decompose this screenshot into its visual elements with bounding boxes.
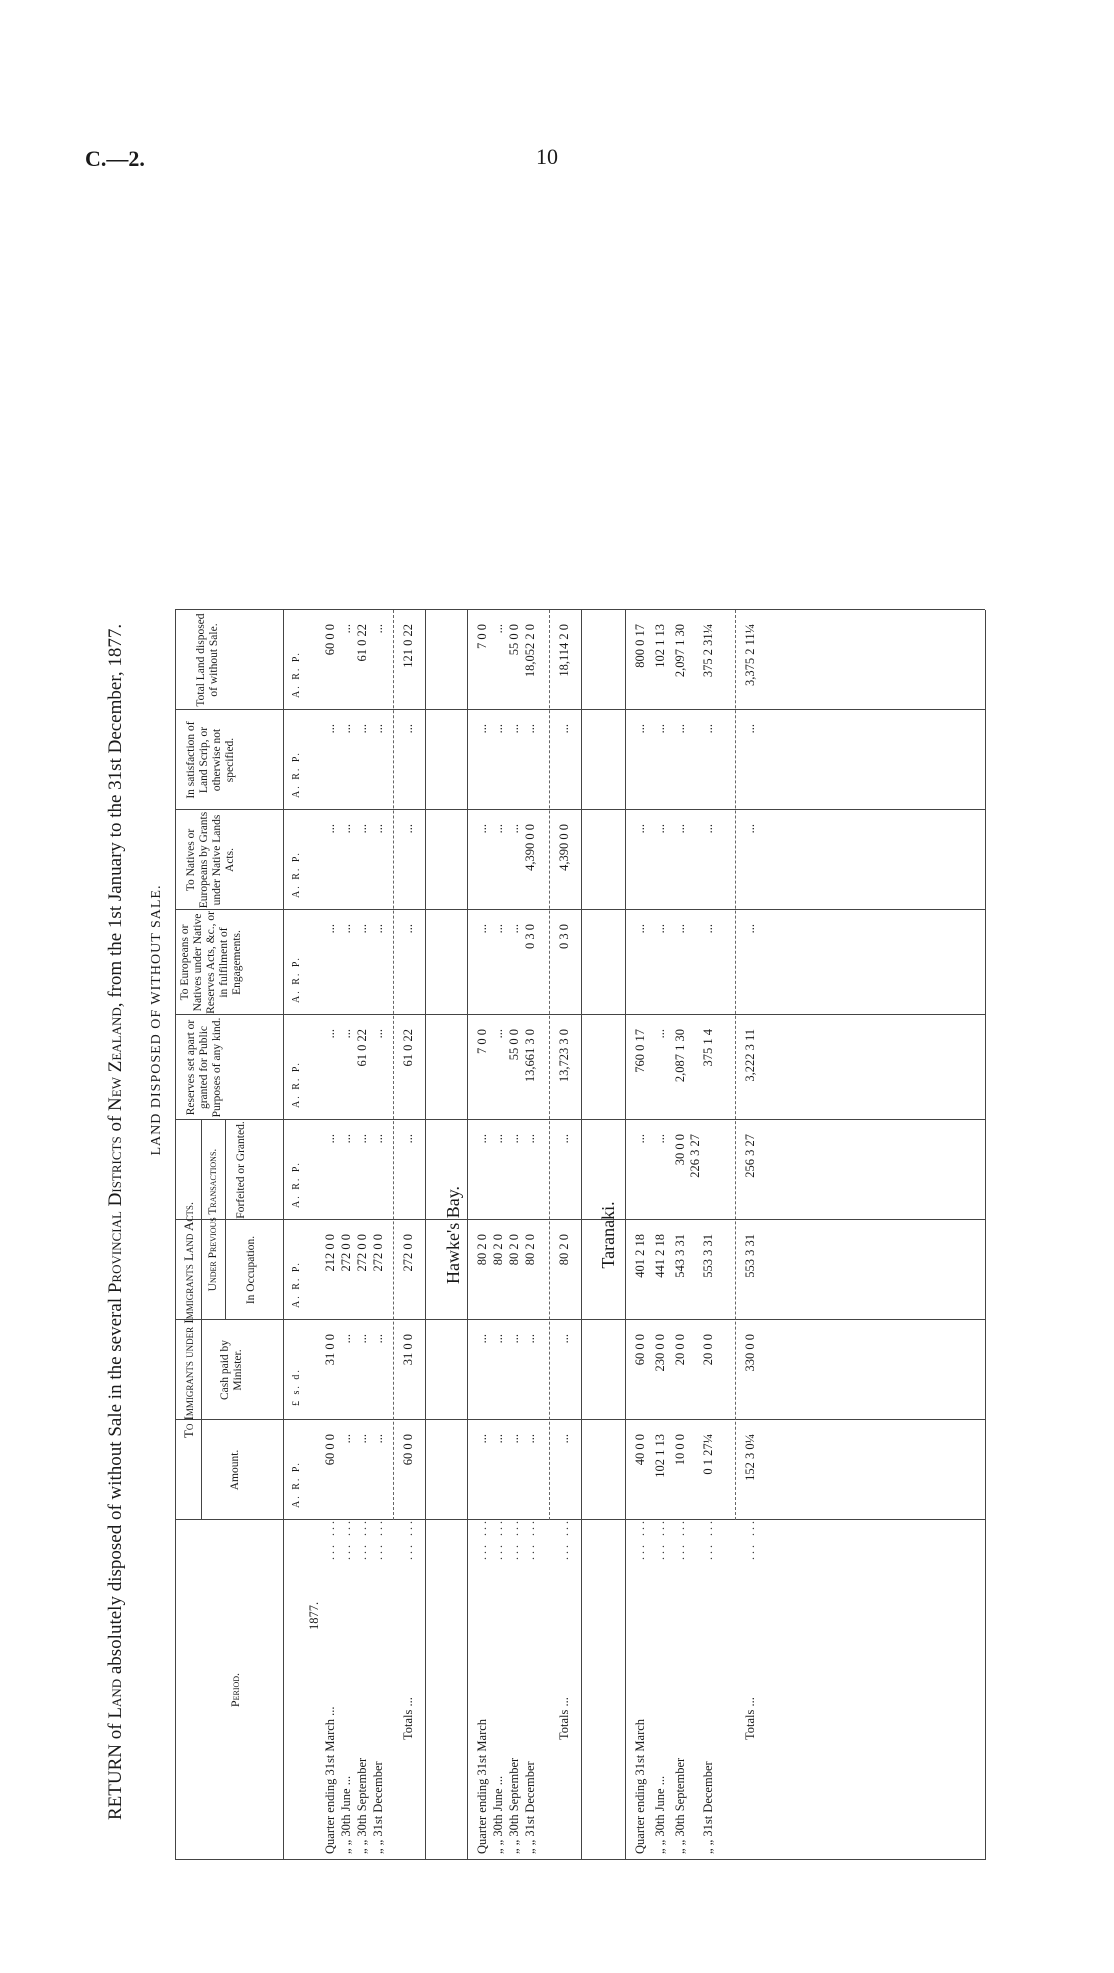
- arp-unit-label: A. R. P.: [291, 751, 302, 798]
- total-reserves-value: 61 0 22: [401, 1029, 415, 1067]
- natives-value: 4,390 0 0: [523, 824, 537, 871]
- natives-value: ...: [633, 824, 647, 834]
- amount-value: ...: [491, 1434, 505, 1444]
- natives-value: ...: [323, 824, 337, 834]
- total-forfeited-value: 256 3 27: [743, 1134, 757, 1178]
- period-cell: „ „ 30th September: [507, 1757, 521, 1854]
- page-number: 10: [536, 144, 558, 169]
- title-land: Land: [105, 1678, 126, 1719]
- period-cell: Quarter ending 31st March: [475, 1718, 489, 1854]
- total-value: 7 0 0: [475, 624, 489, 649]
- total-natives-value: ...: [401, 824, 415, 834]
- forfeited-value: ...: [633, 1134, 647, 1144]
- europeans-value: 0 3 0: [523, 924, 537, 949]
- total-reserves-value: 13,723 3 0: [557, 1029, 571, 1083]
- total-amount-value: 60 0 0: [401, 1434, 415, 1466]
- satisfaction-value: ...: [491, 724, 505, 734]
- leader-dots: ... ...: [743, 1518, 757, 1560]
- total-value: 18,052 2 0: [523, 624, 537, 678]
- total-total-value: 18,114 2 0: [557, 624, 571, 677]
- totals-label: Totals ...: [743, 1697, 757, 1740]
- europeans-value: ...: [507, 924, 521, 934]
- region-heading: Taranaki.: [598, 1201, 618, 1269]
- satisfaction-header: In satisfaction of Land Scrip, or otherwise not specified.: [185, 721, 236, 799]
- forfeited-value: ...: [355, 1134, 369, 1144]
- amount-header: Amount.: [229, 1449, 241, 1491]
- amount-value: 40 0 0: [633, 1434, 647, 1466]
- period-header: Period.: [228, 1672, 242, 1708]
- natives-value: ...: [371, 824, 385, 834]
- cash-value: 60 0 0: [633, 1334, 647, 1366]
- satisfaction-value: ...: [339, 724, 353, 734]
- leader-dots: ... ...: [701, 1518, 715, 1560]
- forfeited-value: ...: [475, 1134, 489, 1144]
- period-cell: „ „ 30th June ...: [339, 1775, 353, 1854]
- total-value: 60 0 0: [323, 624, 337, 656]
- cash-value: 31 0 0: [323, 1334, 337, 1366]
- total-forfeited-value: ...: [401, 1134, 415, 1144]
- total-value: 61 0 22: [355, 624, 369, 662]
- period-cell: „ „ 31st December: [371, 1761, 385, 1854]
- reserves-value: 7 0 0: [475, 1029, 489, 1054]
- total-satisfaction-value: ...: [557, 724, 571, 734]
- title-new-zealand: New Zealand: [105, 1007, 126, 1111]
- immigrants-group-rule: [201, 1120, 202, 1520]
- total-reserves-value: 3,222 3 11: [743, 1029, 757, 1082]
- europeans-value: ...: [491, 924, 505, 934]
- forfeited2-value: 226 3 27: [688, 1134, 702, 1178]
- rotated-table-sheet: [105, 180, 985, 1860]
- period-cell: „ „ 30th June ...: [653, 1775, 667, 1854]
- title-part-3: of: [105, 1110, 126, 1137]
- table-left-border: [175, 1859, 985, 1860]
- section-top-rule: [625, 610, 626, 1860]
- europeans-header: To Europeans or Natives under Native Reserves Acts, &c., or in fulfilment of Engagements.: [179, 911, 243, 1014]
- cash-value: ...: [475, 1334, 489, 1344]
- occupation-value: 80 2 0: [523, 1234, 537, 1266]
- occupation-value: 272 0 0: [371, 1234, 385, 1272]
- reserves-value: 13,661 3 0: [523, 1029, 537, 1083]
- total-cash-value: ...: [557, 1334, 571, 1344]
- column-divider: [175, 1119, 985, 1120]
- period-cell: „ „ 31st December: [701, 1761, 715, 1854]
- forfeited-value: ...: [653, 1134, 667, 1144]
- cash-paid-header: Cash paid by Minister.: [219, 1339, 244, 1401]
- period-cell: „ „ 30th June ...: [491, 1775, 505, 1854]
- totals-rule: [735, 610, 736, 1520]
- table-title: [105, 320, 127, 1820]
- satisfaction-value: ...: [323, 724, 337, 734]
- amount-value: 102 1 13: [653, 1434, 667, 1478]
- leader-dots: ... ...: [475, 1518, 489, 1560]
- title-part-1: RETURN of: [105, 1718, 126, 1820]
- total-value: ...: [339, 624, 353, 634]
- totals-rule: [549, 610, 550, 1520]
- leader-dots: ... ...: [339, 1518, 353, 1560]
- total-natives-value: 4,390 0 0: [557, 824, 571, 871]
- arp-unit-label: A. R. P.: [291, 1161, 302, 1208]
- occupation-value: 272 0 0: [339, 1234, 353, 1272]
- total-amount-value: ...: [557, 1434, 571, 1444]
- total-satisfaction-value: ...: [401, 724, 415, 734]
- europeans-value: ...: [355, 924, 369, 934]
- forfeited-value: ...: [323, 1134, 337, 1144]
- natives-header: To Natives or Europeans by Grants under Native Lands Acts.: [185, 811, 236, 909]
- natives-value: ...: [475, 824, 489, 834]
- leader-dots: ... ...: [633, 1518, 647, 1560]
- europeans-value: ...: [673, 924, 687, 934]
- satisfaction-value: ...: [355, 724, 369, 734]
- satisfaction-value: ...: [633, 724, 647, 734]
- total-value: 375 2 31¼: [701, 624, 715, 678]
- total-cash-value: 31 0 0: [401, 1334, 415, 1366]
- arp-unit-label: A. R. P.: [291, 1461, 302, 1508]
- title-part-2: absolutely disposed of without Sale in the several: [105, 1293, 126, 1679]
- period-cell: Quarter ending 31st March ...: [323, 1706, 337, 1854]
- land-return-table: [175, 180, 985, 1860]
- amount-value: 10 0 0: [673, 1434, 687, 1466]
- reserves-value: 61 0 22: [355, 1029, 369, 1067]
- reserves-header: Reserves set apart or granted for Public Purposes of any kind.: [185, 1017, 223, 1118]
- total-satisfaction-value: ...: [743, 724, 757, 734]
- occupation-value: 80 2 0: [507, 1234, 521, 1266]
- cash-value: ...: [491, 1334, 505, 1344]
- europeans-value: ...: [339, 924, 353, 934]
- europeans-value: ...: [475, 924, 489, 934]
- forfeited-value: ...: [371, 1134, 385, 1144]
- section-bottom-rule: [581, 610, 582, 1860]
- reserves-value: ...: [491, 1029, 505, 1039]
- total-occupation-value: 553 3 31: [743, 1234, 757, 1278]
- satisfaction-value: ...: [701, 724, 715, 734]
- leader-dots: ... ...: [323, 1518, 337, 1560]
- period-cell: „ „ 31st December: [523, 1761, 537, 1854]
- totals-label: Totals ...: [401, 1697, 415, 1740]
- table-right-border: [175, 609, 985, 610]
- title-provincial-districts: Provincial Districts: [105, 1136, 126, 1294]
- amount-value: ...: [507, 1434, 521, 1444]
- section-top-rule: [467, 610, 468, 1860]
- totals-rule: [393, 610, 394, 1520]
- previous-group-header: Under Previous Transactions.: [207, 1148, 219, 1292]
- europeans-value: ...: [653, 924, 667, 934]
- total-forfeited-value: ...: [557, 1134, 571, 1144]
- total-value: ...: [491, 624, 505, 634]
- total-natives-value: ...: [743, 824, 757, 834]
- leader-dots: ... ...: [401, 1518, 415, 1560]
- leader-dots: ... ...: [557, 1518, 571, 1560]
- leader-dots: ... ...: [523, 1518, 537, 1560]
- period-cell: „ „ 30th September: [355, 1757, 369, 1854]
- totals-label: Totals ...: [557, 1697, 571, 1740]
- satisfaction-value: ...: [653, 724, 667, 734]
- satisfaction-value: ...: [673, 724, 687, 734]
- satisfaction-value: ...: [523, 724, 537, 734]
- title-part-4: , from the 1st January to the 31st December, 1877.: [105, 623, 126, 1008]
- forfeited-value: 30 0 0: [673, 1134, 687, 1166]
- amount-value: ...: [371, 1434, 385, 1444]
- occupation-value: 553 3 31: [701, 1234, 715, 1278]
- total-europeans-value: 0 3 0: [557, 924, 571, 949]
- cash-value: 20 0 0: [673, 1334, 687, 1366]
- natives-value: ...: [701, 824, 715, 834]
- occupation-value: 80 2 0: [475, 1234, 489, 1266]
- europeans-value: ...: [701, 924, 715, 934]
- forfeited-value: ...: [507, 1134, 521, 1144]
- total-europeans-value: ...: [401, 924, 415, 934]
- header-bottom-rule: [283, 610, 284, 1860]
- amount-value: ...: [339, 1434, 353, 1444]
- natives-value: ...: [491, 824, 505, 834]
- occupation-value: 80 2 0: [491, 1234, 505, 1266]
- satisfaction-value: ...: [475, 724, 489, 734]
- previous-group-rule: [225, 1120, 226, 1320]
- leader-dots: ... ...: [653, 1518, 667, 1560]
- total-total-value: 121 0 22: [401, 624, 415, 668]
- cash-value: 230 0 0: [653, 1334, 667, 1372]
- natives-value: ...: [339, 824, 353, 834]
- arp-unit-label: A. R. P.: [291, 651, 302, 698]
- occupation-value: 543 3 31: [673, 1234, 687, 1278]
- total-value: 800 0 17: [633, 624, 647, 668]
- natives-value: ...: [673, 824, 687, 834]
- table-subtitle: LAND DISPOSED OF WITHOUT SALE.: [149, 884, 164, 1156]
- reserves-value: 2,087 1 30: [673, 1029, 687, 1083]
- period-cell: „ „ 30th September: [673, 1757, 687, 1854]
- leader-dots: ... ...: [673, 1518, 687, 1560]
- column-divider: [175, 1419, 985, 1420]
- natives-value: ...: [355, 824, 369, 834]
- reserves-value: 375 1 4: [701, 1029, 715, 1067]
- period-cell: Quarter ending 31st March: [633, 1718, 647, 1854]
- arp-unit-label: A. R. P.: [291, 851, 302, 898]
- natives-value: ...: [507, 824, 521, 834]
- table-top-border: [175, 610, 176, 1860]
- satisfaction-value: ...: [371, 724, 385, 734]
- occupation-value: 441 2 18: [653, 1234, 667, 1278]
- cash-value: ...: [371, 1334, 385, 1344]
- leader-dots: ... ...: [371, 1518, 385, 1560]
- reserves-value: ...: [339, 1029, 353, 1039]
- column-divider: [175, 909, 985, 910]
- forfeited-value: ...: [339, 1134, 353, 1144]
- amount-value: ...: [355, 1434, 369, 1444]
- cash-value: 20 0 0: [701, 1334, 715, 1366]
- occupation-value: 272 0 0: [355, 1234, 369, 1272]
- forfeited-header: Forfeited or Granted.: [235, 1121, 247, 1219]
- leader-dots: ... ...: [507, 1518, 521, 1560]
- satisfaction-value: ...: [507, 724, 521, 734]
- arp-unit-label: A. R. P.: [291, 1061, 302, 1108]
- total-value: 102 1 13: [653, 624, 667, 668]
- column-divider: [175, 709, 985, 710]
- natives-value: ...: [653, 824, 667, 834]
- total-europeans-value: ...: [743, 924, 757, 934]
- amount-value: 60 0 0: [323, 1434, 337, 1466]
- occupation-value: 212 0 0: [323, 1234, 337, 1272]
- section-bottom-rule: [425, 610, 426, 1860]
- arp-unit-label: A. R. P.: [291, 956, 302, 1003]
- column-divider: [175, 1319, 985, 1320]
- year-label: 1877.: [307, 1601, 321, 1630]
- lsd-unit-label: £ s. d.: [291, 1368, 302, 1406]
- total-amount-value: 152 3 0¼: [743, 1434, 757, 1481]
- arp-unit-label: A. R. P.: [291, 1261, 302, 1308]
- document-code: C.—2.: [85, 146, 145, 171]
- immigrants-group-header: To Immigrants under Immigrants Land Acts.: [181, 1201, 196, 1439]
- column-divider: [175, 1519, 985, 1520]
- europeans-value: ...: [633, 924, 647, 934]
- leader-dots: ... ...: [491, 1518, 505, 1560]
- in-occupation-header: In Occupation.: [245, 1235, 257, 1305]
- column-divider: [175, 809, 985, 810]
- reserves-value: 55 0 0: [507, 1029, 521, 1061]
- forfeited-value: ...: [523, 1134, 537, 1144]
- column-divider: [175, 1014, 985, 1015]
- total-header: Total Land disposed of without Sale.: [195, 613, 220, 707]
- section-bottom-rule: [985, 610, 986, 1860]
- reserves-value: 760 0 17: [633, 1029, 647, 1073]
- leader-dots: ... ...: [355, 1518, 369, 1560]
- amount-value: ...: [523, 1434, 537, 1444]
- europeans-value: ...: [371, 924, 385, 934]
- total-total-value: 3,375 2 11¼: [743, 624, 757, 687]
- total-value: ...: [371, 624, 385, 634]
- total-occupation-value: 272 0 0: [401, 1234, 415, 1272]
- region-heading: Hawke's Bay.: [443, 1185, 463, 1285]
- europeans-value: ...: [323, 924, 337, 934]
- amount-value: 0 1 27¼: [701, 1434, 715, 1475]
- cash-value: ...: [507, 1334, 521, 1344]
- amount-value: ...: [475, 1434, 489, 1444]
- cash-value: ...: [355, 1334, 369, 1344]
- forfeited-value: ...: [491, 1134, 505, 1144]
- column-divider: [175, 1219, 985, 1220]
- reserves-value: ...: [323, 1029, 337, 1039]
- total-value: 55 0 0: [507, 624, 521, 656]
- reserves-value: ...: [371, 1029, 385, 1039]
- total-cash-value: 330 0 0: [743, 1334, 757, 1372]
- total-occupation-value: 80 2 0: [557, 1234, 571, 1266]
- reserves-value: ...: [653, 1029, 667, 1039]
- cash-value: ...: [339, 1334, 353, 1344]
- occupation-value: 401 2 18: [633, 1234, 647, 1278]
- total-value: 2,097 1 30: [673, 624, 687, 678]
- cash-value: ...: [523, 1334, 537, 1344]
